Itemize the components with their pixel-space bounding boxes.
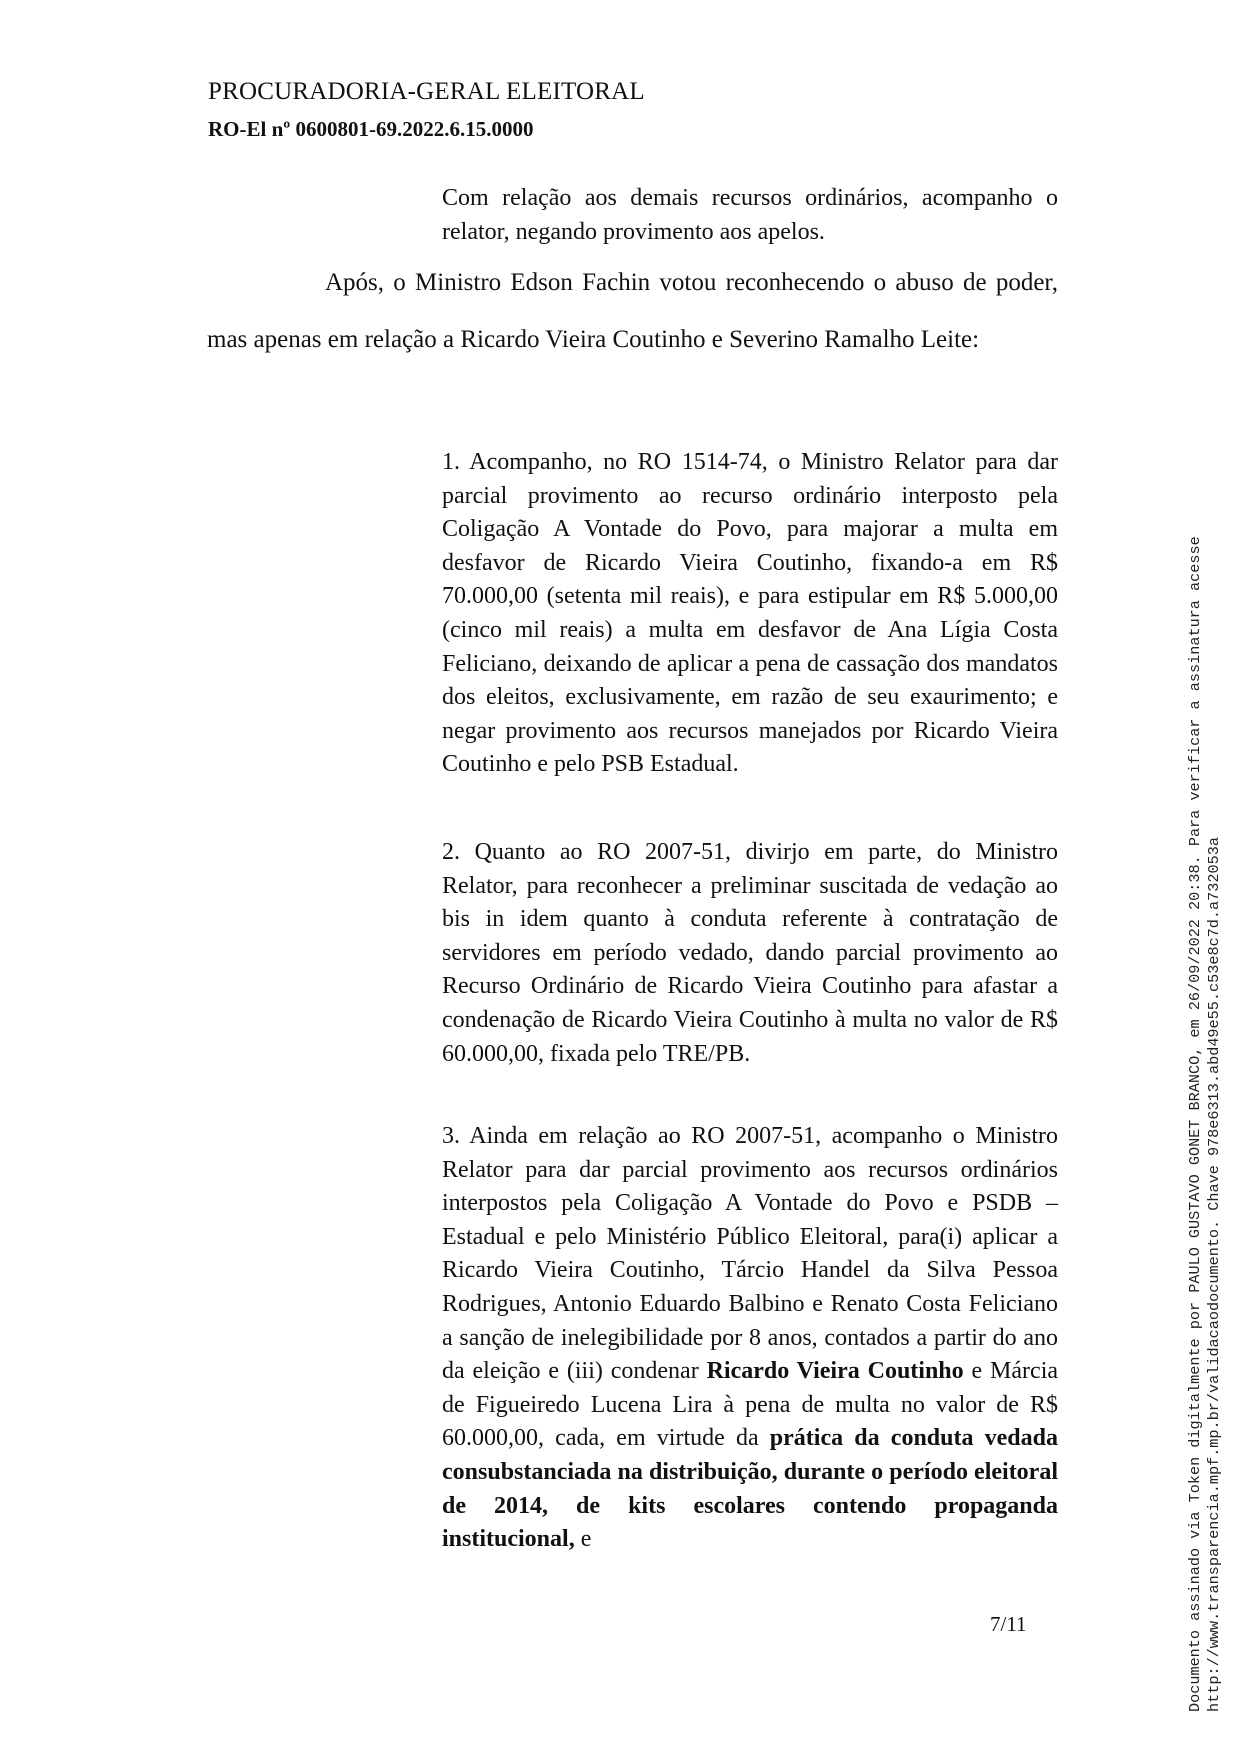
body-paragraph bbox=[207, 254, 1058, 368]
header-case-number: RO-El nº 0600801-69.2022.6.15.0000 bbox=[208, 117, 534, 141]
list-item-3 bbox=[442, 1120, 1058, 1557]
list-item-1 bbox=[442, 446, 1058, 782]
list-item-2 bbox=[442, 836, 1058, 1071]
quote-intro-text: Com relação aos demais recursos ordinários, acompanho o relator, negando provimento aos apelos. bbox=[442, 185, 1058, 245]
list-item-3-bold-conduct: prática da conduta vedada consubstanciada na distribuição, durante o período eleitoral de 2014, de kits escolares contendo propaganda institucional, bbox=[442, 1425, 1058, 1553]
list-item-3-part1: 3. Ainda em relação ao RO 2007-51, acompanho o Ministro Relator para dar parcial provimento aos recursos ordinários interpostos pela Coligação A Vontade do Povo e PSDB – Estadual e pelo Ministério Público Eleitoral, para(i) aplicar a Ricardo Vieira Coutinho, Tárcio Handel da Silva Pessoa Rodrigues, Antonio Eduardo Balbino e Renato Costa Feliciano a sanção de inelegibilidade por 8 anos, contados a partir do ano da eleição e (iii) condenar bbox=[442, 1123, 1058, 1385]
signature-note-line2: http://www.transparencia.mpf.mp.br/validacaodocumento. Chave 978e6313.abd49e55.c53e8c7d.a732053a bbox=[1205, 837, 1223, 1712]
signature-note-line1: Documento assinado via Token digitalmente por PAULO GUSTAVO GONET BRANCO, em 26/09/2022 20:38. Para verificar a assinatura acesse bbox=[1186, 536, 1204, 1712]
header-org: PROCURADORIA-GERAL ELEITORAL bbox=[208, 78, 645, 105]
list-item-2-text: 2. Quanto ao RO 2007-51, divirjo em parte, do Ministro Relator, para reconhecer a preliminar suscitada de vedação ao bis in idem quanto à conduta referente à contratação de servidores em período vedado, dando parcial provimento ao Recurso Ordinário de Ricardo Vieira Coutinho para afastar a condenação de Ricardo Vieira Coutinho à multa no valor de R$ 60.000,00, fixada pelo TRE/PB. bbox=[442, 839, 1058, 1067]
list-item-3-part3: e bbox=[574, 1526, 592, 1553]
list-item-3-text bbox=[442, 1120, 1058, 1557]
list-item-3-part2: e Márcia de Figueiredo Lucena Lira à pena de multa no valor de R$ 60.000,00, cada, em virtude da bbox=[442, 1358, 1059, 1452]
body-paragraph-text: Após, o Ministro Edson Fachin votou reconhecendo o abuso de poder, mas apenas em relação a Ricardo Vieira Coutinho e Severino Ramalho Leite: bbox=[207, 269, 1058, 353]
list-item-3-bold-name: Ricardo Vieira Coutinho bbox=[706, 1358, 964, 1385]
signature-note bbox=[1186, 402, 1230, 1712]
quote-intro bbox=[442, 182, 1058, 249]
list-item-1-text: 1. Acompanho, no RO 1514-74, o Ministro Relator para dar parcial provimento ao recurso ordinário interposto pela Coligação A Vontade do Povo, para majorar a multa em desfavor de Ricardo Vieira Coutinho, fixando-a em R$ 70.000,00 (setenta mil reais), e para estipular em R$ 5.000,00 (cinco mil reais) a multa em desfavor de Ana Lígia Costa Feliciano, deixando de aplicar a pena de cassação dos mandatos dos eleitos, exclusivamente, em razão de seu exaurimento; e negar provimento aos recursos manejados por Ricardo Vieira Coutinho e pelo PSB Estadual. bbox=[442, 449, 1058, 778]
page-number: 7/11 bbox=[990, 1612, 1027, 1636]
